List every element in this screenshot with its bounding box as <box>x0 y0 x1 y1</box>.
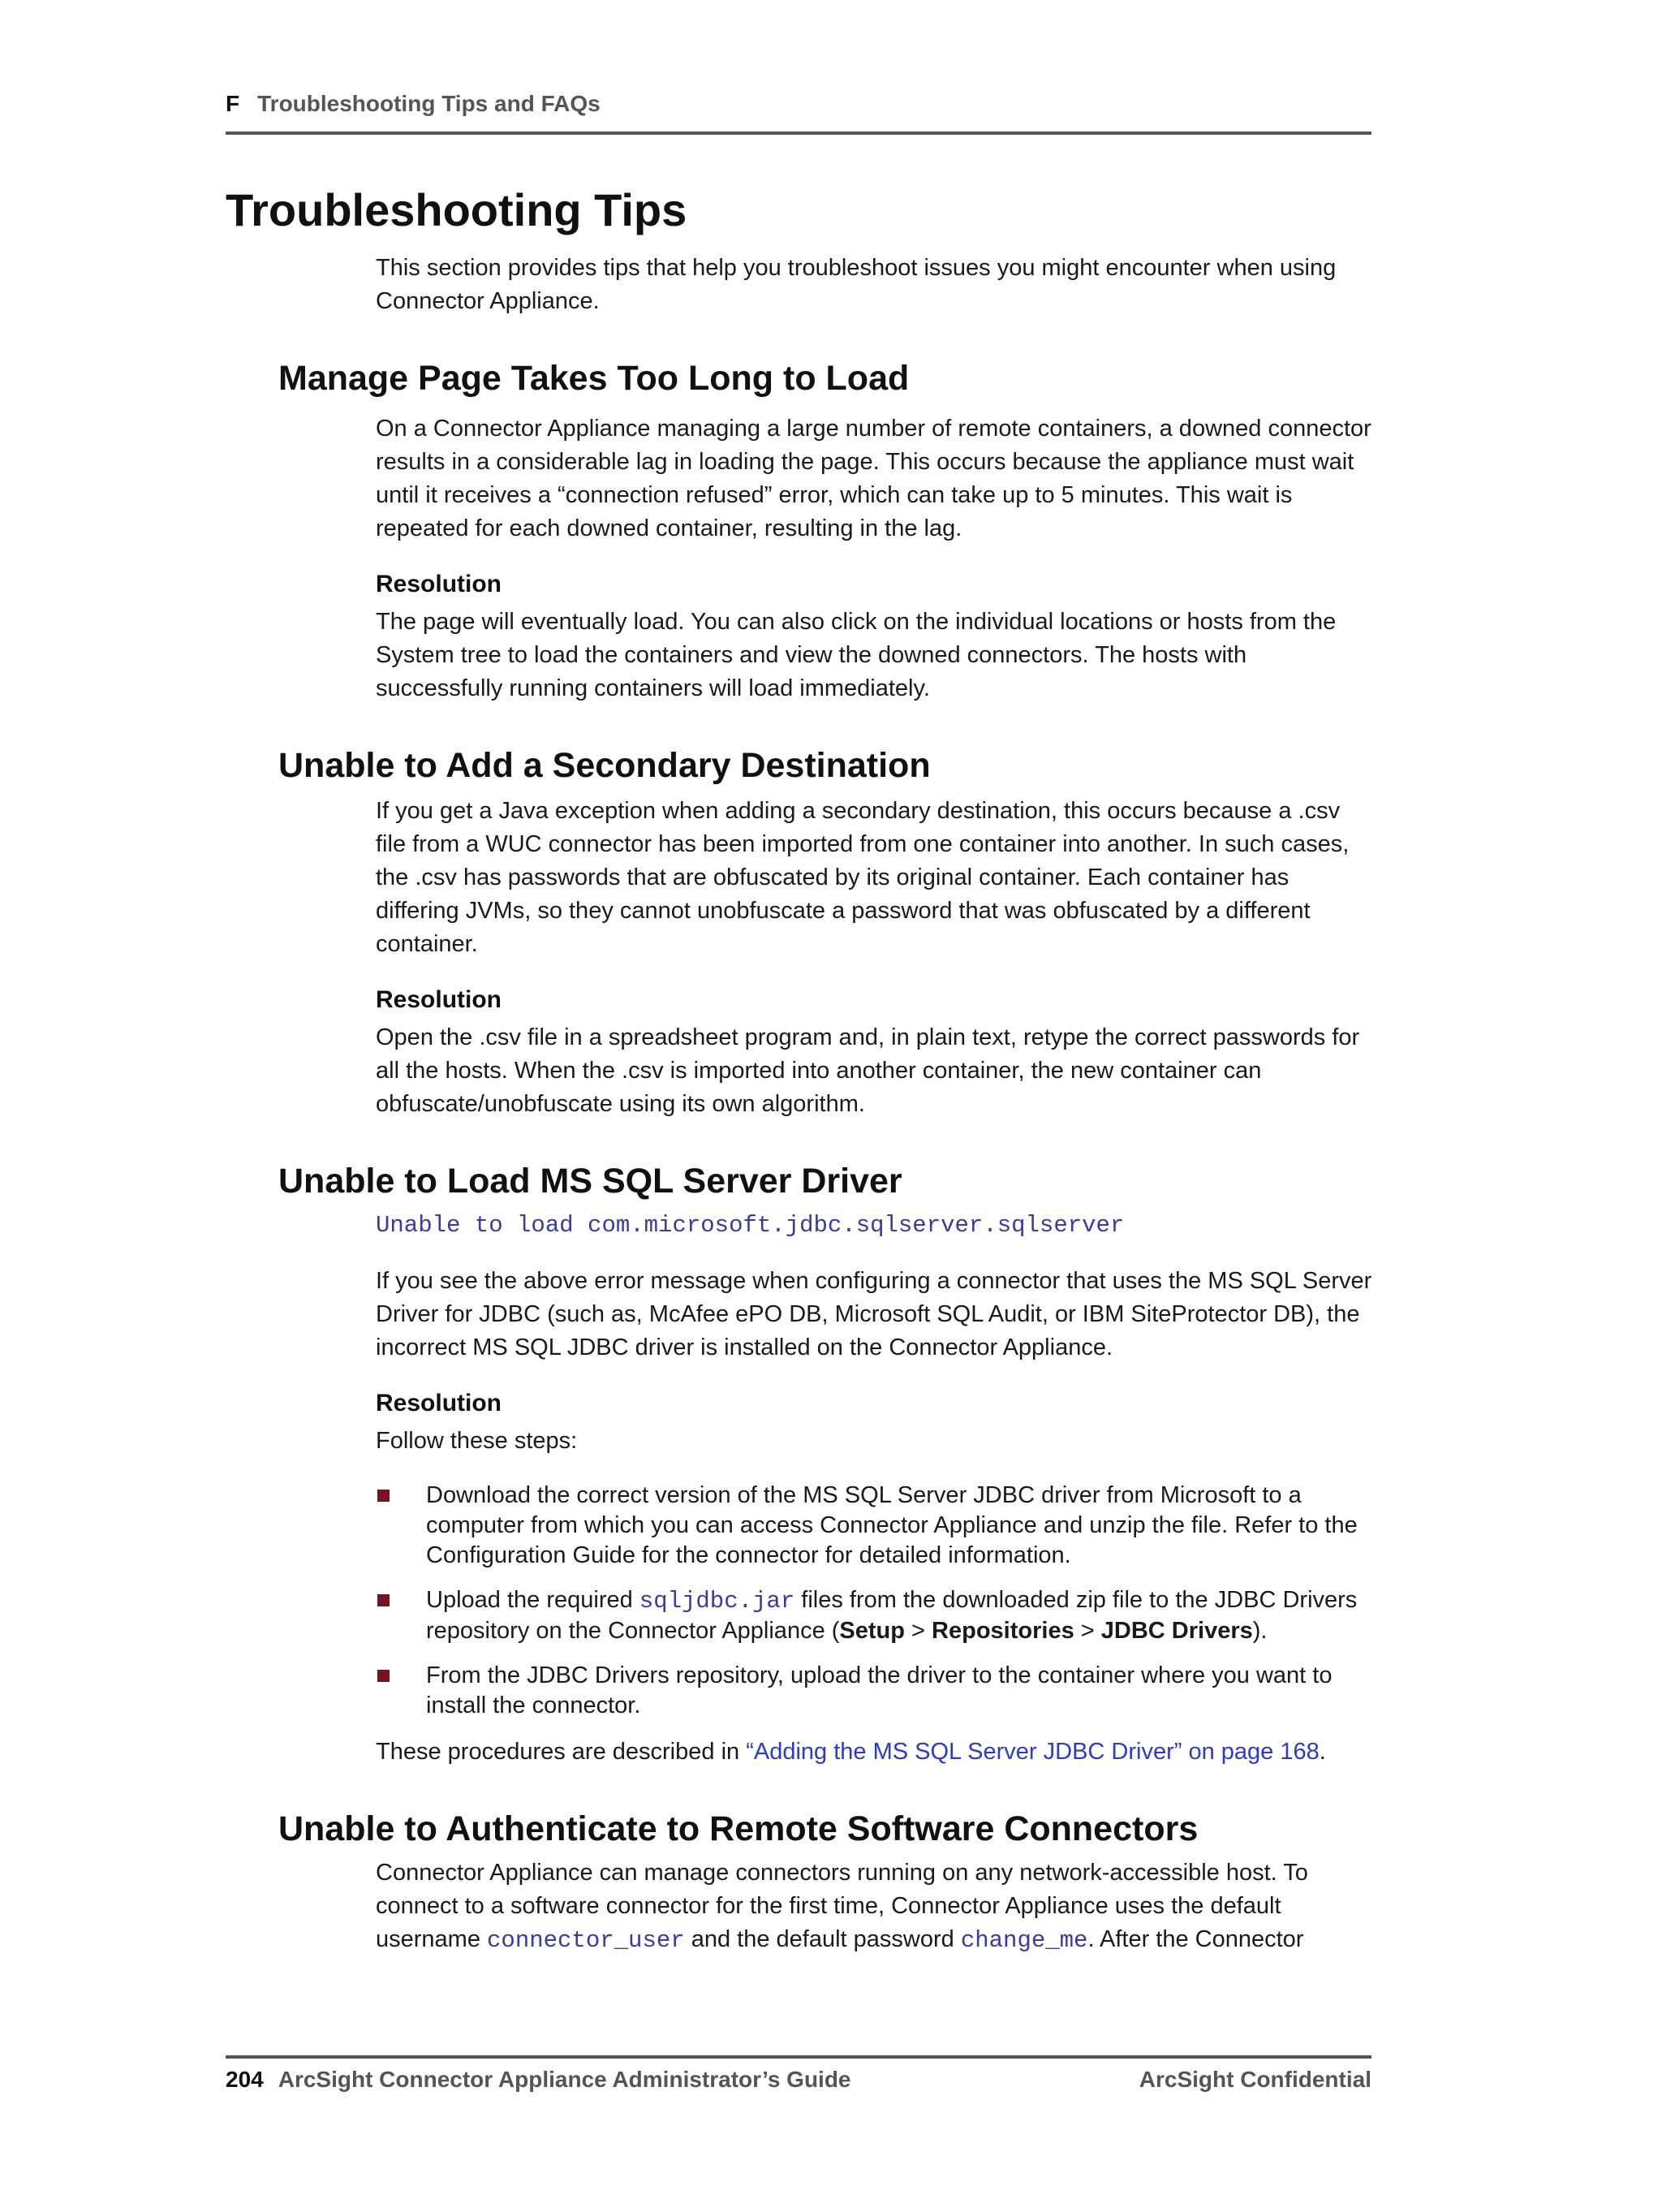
resolution-heading: Resolution <box>376 1390 502 1416</box>
header-title: Troubleshooting Tips and FAQs <box>257 91 601 116</box>
procedures-reference <box>376 1736 1374 1769</box>
square-bullet-icon <box>377 1670 390 1682</box>
resolution-heading: Resolution <box>376 571 502 597</box>
appendix-letter: F <box>226 91 240 116</box>
secondary-destination-body: If you get a Java exception when adding a secondary destination, this occurs because a .csv file from a WUC connector has been imported from one container into another. In such cases, the .csv has passwords that are obfuscated by its original container. Each container has differing JVMs, so they cannot unobfuscate a password that was obfuscated by a different container. <box>376 798 1350 957</box>
menu-jdbc-drivers: JDBC Drivers <box>1100 1618 1253 1644</box>
authenticate-text: Connector Appliance can manage connectors running on any network-accessible host. To connect to a software connector for the first time, Connector Appliance uses the default username <box>376 1860 1308 1952</box>
cross-reference-link[interactable]: “Adding the MS SQL Server JDBC Driver” on page 168 <box>746 1739 1320 1765</box>
procedures-end: . <box>1319 1739 1326 1765</box>
list-item <box>376 1661 1374 1721</box>
list-item <box>376 1481 1374 1571</box>
square-bullet-icon <box>377 1490 390 1502</box>
steps-list <box>376 1481 1374 1721</box>
secondary-destination-resolution: Open the .csv file in a spreadsheet program and, in plain text, retype the correct passwords for all the hosts. When the .csv is imported into another container, the new container can obfuscate/unobfuscate using its own algorithm. <box>376 1024 1360 1117</box>
sql-driver-body: If you see the above error message when configuring a connector that uses the MS SQL Server Driver for JDBC (such as, McAfee ePO DB, Microsoft SQL Audit, or IBM SiteProtector DB), the incorrect MS SQL JDBC driver is installed on the Connector Appliance. <box>376 1268 1372 1360</box>
section-heading-manage-page: Manage Page Takes Too Long to Load <box>278 359 910 398</box>
step-text: From the JDBC Drivers repository, upload the driver to the container where you want to install the connector. <box>426 1662 1333 1718</box>
menu-separator: > <box>904 1618 932 1644</box>
page-title: Troubleshooting Tips <box>226 184 687 235</box>
intro-paragraph: This section provides tips that help you troubleshoot issues you might encounter when using Connector Appliance. <box>376 255 1337 314</box>
step-text: ). <box>1252 1618 1268 1644</box>
main-content <box>278 252 1374 1957</box>
follow-steps-text: Follow these steps: <box>376 1428 578 1454</box>
default-password-code: change_me <box>960 1927 1088 1954</box>
running-footer <box>226 2055 1371 2093</box>
confidential-label: ArcSight Confidential <box>1139 2067 1371 2092</box>
list-item <box>376 1585 1374 1646</box>
manage-page-resolution: The page will eventually load. You can also click on the individual locations or hosts from the System tree to load the containers and view the downed connectors. The hosts with successfully running containers will load immediately. <box>376 609 1337 701</box>
authenticate-body <box>376 1856 1374 1957</box>
jar-filename-code: sqljdbc.jar <box>639 1588 795 1615</box>
running-header <box>226 91 1371 135</box>
procedures-text: These procedures are described in <box>376 1739 747 1765</box>
default-username-code: connector_user <box>487 1927 685 1954</box>
page-number: 204 <box>226 2067 264 2092</box>
step-text: Upload the required <box>426 1587 639 1613</box>
authenticate-text: and the default password <box>684 1926 961 1952</box>
step-text: files from the downloaded zip file to the JDBC Drivers repository on the Connector Appliance ( <box>426 1587 1358 1644</box>
section-heading-authenticate: Unable to Authenticate to Remote Software Connectors <box>278 1809 1199 1848</box>
menu-setup: Setup <box>839 1618 905 1644</box>
menu-repositories: Repositories <box>932 1618 1074 1644</box>
menu-separator: > <box>1074 1618 1101 1644</box>
square-bullet-icon <box>377 1594 390 1606</box>
manage-page-body: On a Connector Appliance managing a large number of remote containers, a downed connector results in a considerable lag in loading the page. This occurs because the appliance must wait until it receives a “connection refused” error, which can take up to 5 minutes. This wait is repeated for each downed container, resulting in the lag. <box>376 416 1371 541</box>
authenticate-text: . After the Connector <box>1087 1926 1304 1952</box>
resolution-heading: Resolution <box>376 986 502 1013</box>
step-text: Download the correct version of the MS SQL Server JDBC driver from Microsoft to a computer from which you can access Connector Appliance and unzip the file. Refer to the Configuration Guide for the connector for detailed information. <box>426 1482 1358 1568</box>
section-heading-secondary-destination: Unable to Add a Secondary Destination <box>278 746 931 785</box>
guide-title: ArcSight Connector Appliance Administrator’s Guide <box>278 2067 851 2092</box>
error-message-code: Unable to load com.microsoft.jdbc.sqlserver.sqlserver <box>376 1212 1125 1239</box>
section-heading-sql-driver: Unable to Load MS SQL Server Driver <box>278 1162 902 1201</box>
